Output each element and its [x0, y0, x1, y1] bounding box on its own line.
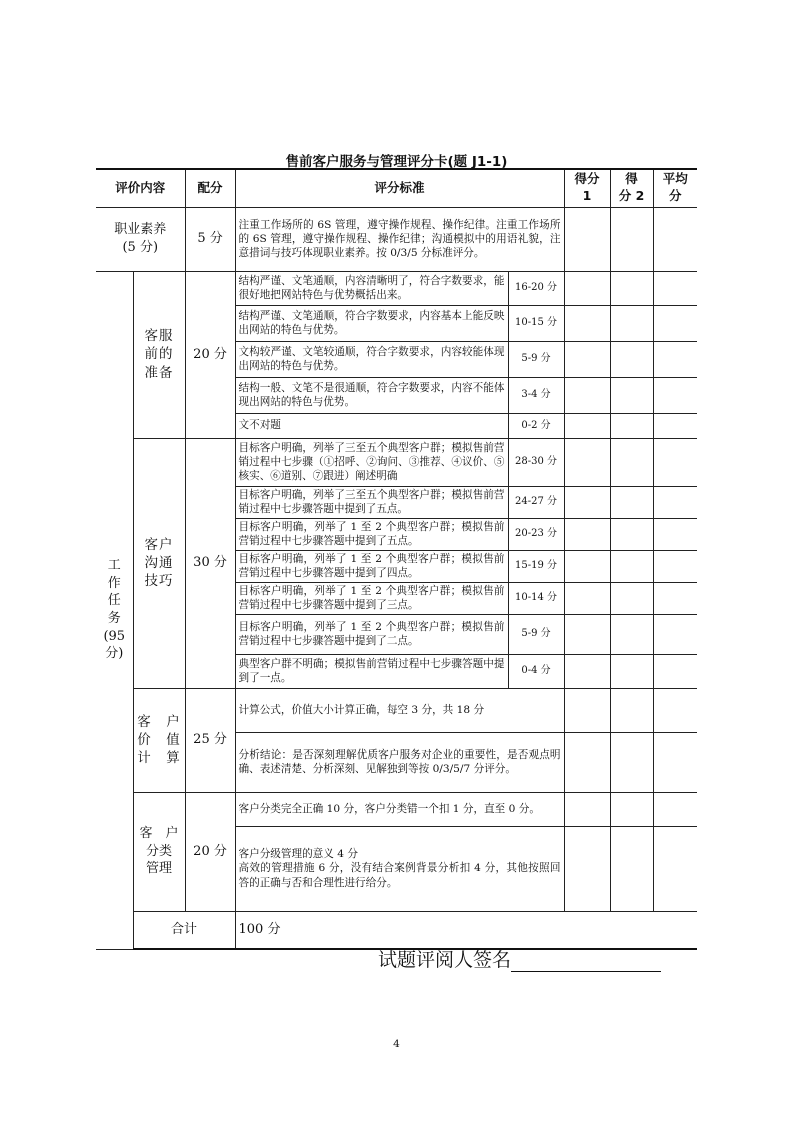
- score-cell[interactable]: [564, 614, 610, 654]
- score-cell[interactable]: [610, 518, 653, 550]
- prep-band: 10-15 分: [508, 305, 564, 341]
- score-cell[interactable]: [564, 438, 610, 486]
- score-cell[interactable]: [564, 792, 610, 826]
- comm-criteria: 目标客户明确，列举了 1 至 2 个典型客户群；模拟售前营销过程中七步骤答题中提到了二点。: [235, 614, 508, 654]
- comm-band: 28-30 分: [508, 438, 564, 486]
- classify-points: 20 分: [185, 792, 235, 911]
- prep-criteria: 文不对题: [235, 413, 508, 438]
- signature-line[interactable]: [511, 953, 661, 972]
- professional-label-line1: 职业素养: [114, 222, 167, 238]
- value-criteria: 计算公式，价值大小计算正确，每空 3 分，共 18 分: [235, 688, 564, 732]
- professional-points: 5 分: [185, 207, 235, 271]
- prep-criteria: 文构较严谨、文笔较通顺，符合字数要求，内容较能体现出网站的特色与优势。: [235, 341, 508, 377]
- score-cell[interactable]: [564, 688, 610, 732]
- score-cell[interactable]: [653, 486, 697, 518]
- score-cell[interactable]: [610, 732, 653, 792]
- score-cell[interactable]: [653, 377, 697, 413]
- score-cell[interactable]: [610, 377, 653, 413]
- score-cell[interactable]: [610, 582, 653, 614]
- header-score-1-line1: 得分: [574, 171, 600, 187]
- total-label: 合计: [133, 911, 235, 949]
- header-score-2-line2: 分 2: [618, 188, 645, 204]
- work-task-char: 任: [107, 593, 121, 609]
- score-cell[interactable]: [564, 826, 610, 911]
- page-number: 4: [393, 1038, 400, 1050]
- score-cell[interactable]: [610, 271, 653, 305]
- classify-criteria-line: 客户分级管理的意义 4 分: [238, 848, 358, 861]
- prep-band: 5-9 分: [508, 341, 564, 377]
- score-cell[interactable]: [564, 207, 610, 271]
- comm-label-line: 沟通: [144, 554, 174, 571]
- comm-band: 10-14 分: [508, 582, 564, 614]
- classify-label-line: 管理: [146, 861, 173, 877]
- total-points: 100 分: [235, 911, 697, 949]
- work-task-char: 作: [107, 575, 121, 591]
- score-cell[interactable]: [610, 207, 653, 271]
- score-cell[interactable]: [653, 271, 697, 305]
- score-cell[interactable]: [653, 518, 697, 550]
- score-cell[interactable]: [564, 377, 610, 413]
- prep-row: [96, 271, 697, 305]
- comm-band: 20-23 分: [508, 518, 564, 550]
- work-task-label: [96, 271, 133, 949]
- score-cell[interactable]: [564, 732, 610, 792]
- prep-label-line: 准备: [144, 364, 174, 381]
- score-cell[interactable]: [610, 614, 653, 654]
- comm-criteria: 目标客户明确，列举了三至五个典型客户群；模拟售前营销过程中七步骤答题中提到了五点。: [235, 486, 508, 518]
- classify-label: [133, 792, 185, 911]
- header-score-1-line2: 1: [582, 188, 592, 204]
- comm-band: 15-19 分: [508, 550, 564, 582]
- score-cell[interactable]: [653, 614, 697, 654]
- score-cell[interactable]: [653, 732, 697, 792]
- score-cell[interactable]: [610, 486, 653, 518]
- classify-label-line: 分类: [146, 843, 173, 859]
- prep-points: 20 分: [185, 271, 235, 438]
- classify-label-line: 客 户: [139, 826, 179, 842]
- header-score-1: [564, 169, 610, 207]
- header-row: [96, 169, 697, 207]
- comm-criteria: 典型客户群不明确；模拟售前营销过程中七步骤答题中提到了一点。: [235, 654, 508, 688]
- signature-area: [378, 945, 661, 972]
- score-cell[interactable]: [610, 438, 653, 486]
- score-cell[interactable]: [564, 341, 610, 377]
- comm-label-line: 技巧: [144, 573, 174, 590]
- score-cell[interactable]: [610, 550, 653, 582]
- score-cell[interactable]: [564, 654, 610, 688]
- score-cell[interactable]: [610, 341, 653, 377]
- score-cell[interactable]: [653, 341, 697, 377]
- value-label-line: 客 户: [137, 713, 181, 730]
- header-average-line2: 分: [669, 188, 682, 204]
- professional-label-line2: (5 分): [122, 240, 159, 255]
- total-row: [96, 911, 697, 949]
- prep-band: 16-20 分: [508, 271, 564, 305]
- score-cell[interactable]: [653, 582, 697, 614]
- document-title: 售前客户服务与管理评分卡(题 J1-1): [285, 154, 508, 170]
- header-standard: 评分标准: [235, 169, 564, 207]
- comm-label-line: 客户: [144, 536, 174, 553]
- prep-criteria: 结构一般、文笔不是很通顺，符合字数要求，内容不能体现出网站的特色与优势。: [235, 377, 508, 413]
- comm-row: [96, 438, 697, 486]
- classify-row: [96, 792, 697, 826]
- value-label-line: 价 值: [137, 731, 181, 748]
- comm-criteria: 目标客户明确，列举了 1 至 2 个典型客户群；模拟售前营销过程中七步骤答题中提到了四点。: [235, 550, 508, 582]
- score-cell[interactable]: [610, 413, 653, 438]
- score-cell[interactable]: [564, 486, 610, 518]
- score-cell[interactable]: [653, 688, 697, 732]
- classify-criteria: 客户分类完全正确 10 分，客户分类错一个扣 1 分，直至 0 分。: [235, 792, 564, 826]
- score-cell[interactable]: [610, 654, 653, 688]
- score-cell[interactable]: [610, 826, 653, 911]
- score-cell[interactable]: [564, 582, 610, 614]
- classify-criteria: [235, 826, 564, 911]
- work-task-char: 分): [105, 646, 124, 662]
- header-points: 配分: [185, 169, 235, 207]
- classify-criteria-line: 高效的管理措施 6 分，没有结合案例背景分析扣 4 分，其他按照回答的正确与否和合理性进行给分。: [238, 862, 561, 889]
- prep-label: [133, 271, 185, 438]
- header-average: [653, 169, 697, 207]
- value-row: [96, 688, 697, 732]
- header-content: 评价内容: [96, 169, 185, 207]
- score-cell[interactable]: [564, 305, 610, 341]
- comm-criteria: 目标客户明确，列举了三至五个典型客户群；模拟售前营销过程中七步骤（①招呼、②询问、③推荐、④议价、⑤核实、⑥道别、⑦跟进）阐述明确: [235, 438, 508, 486]
- prep-band: 3-4 分: [508, 377, 564, 413]
- score-cell[interactable]: [653, 305, 697, 341]
- score-cell[interactable]: [610, 305, 653, 341]
- value-criteria: 分析结论：是否深刻理解优质客户服务对企业的重要性，是否观点明确、表述清楚、分析深刻、见解独到等按 0/3/5/7 分评分。: [235, 732, 564, 792]
- work-task-char: 务: [107, 611, 121, 626]
- work-task-char: (95: [103, 628, 126, 644]
- comm-criteria: 目标客户明确，列举了 1 至 2 个典型客户群；模拟售前营销过程中七步骤答题中提到了五点。: [235, 518, 508, 550]
- signature-label: 试题评阅人签名: [378, 949, 512, 971]
- score-cell[interactable]: [610, 792, 653, 826]
- score-cell[interactable]: [564, 271, 610, 305]
- comm-label: [133, 438, 185, 688]
- header-average-line1: 平均: [662, 171, 688, 187]
- score-cell[interactable]: [653, 207, 697, 271]
- prep-criteria: 结构严谨、文笔通顺，符合字数要求，内容基本上能反映出网站的特色与优势。: [235, 305, 508, 341]
- score-cell[interactable]: [653, 826, 697, 911]
- prep-criteria: 结构严谨、文笔通顺，内容清晰明了，符合字数要求，能很好地把网站特色与优势概括出来。: [235, 271, 508, 305]
- comm-band: 5-9 分: [508, 614, 564, 654]
- professional-row: [96, 207, 697, 271]
- header-score-2: [610, 169, 653, 207]
- score-cell[interactable]: [564, 550, 610, 582]
- professional-criteria: 注重工作场所的 6S 管理，遵守操作规程、操作纪律。注重工作场所的 6S 管理，遵守操作规程、操作纪律；沟通模拟中的用语礼貌，注意措词与技巧体现职业素养。按 0/3/5 分标准评分。: [235, 207, 564, 271]
- value-label: [133, 688, 185, 792]
- value-points: 25 分: [185, 688, 235, 792]
- work-task-char: 工: [107, 558, 121, 574]
- score-cell[interactable]: [653, 550, 697, 582]
- score-cell[interactable]: [653, 792, 697, 826]
- score-cell[interactable]: [564, 518, 610, 550]
- comm-points: 30 分: [185, 438, 235, 688]
- professional-label: [96, 207, 185, 271]
- prep-band: 0-2 分: [508, 413, 564, 438]
- header-score-2-line1: 得: [625, 171, 638, 187]
- score-cell[interactable]: [653, 413, 697, 438]
- comm-criteria: 目标客户明确，列举了 1 至 2 个典型客户群；模拟售前营销过程中七步骤答题中提到了三点。: [235, 582, 508, 614]
- score-cell[interactable]: [610, 688, 653, 732]
- value-label-line: 计 算: [137, 750, 181, 767]
- score-cell[interactable]: [653, 654, 697, 688]
- score-table: [96, 168, 697, 950]
- comm-band: 24-27 分: [508, 486, 564, 518]
- comm-band: 0-4 分: [508, 654, 564, 688]
- prep-label-line: 前的: [144, 346, 174, 363]
- score-cell[interactable]: [564, 413, 610, 438]
- prep-label-line: 客服: [144, 328, 174, 345]
- score-cell[interactable]: [653, 438, 697, 486]
